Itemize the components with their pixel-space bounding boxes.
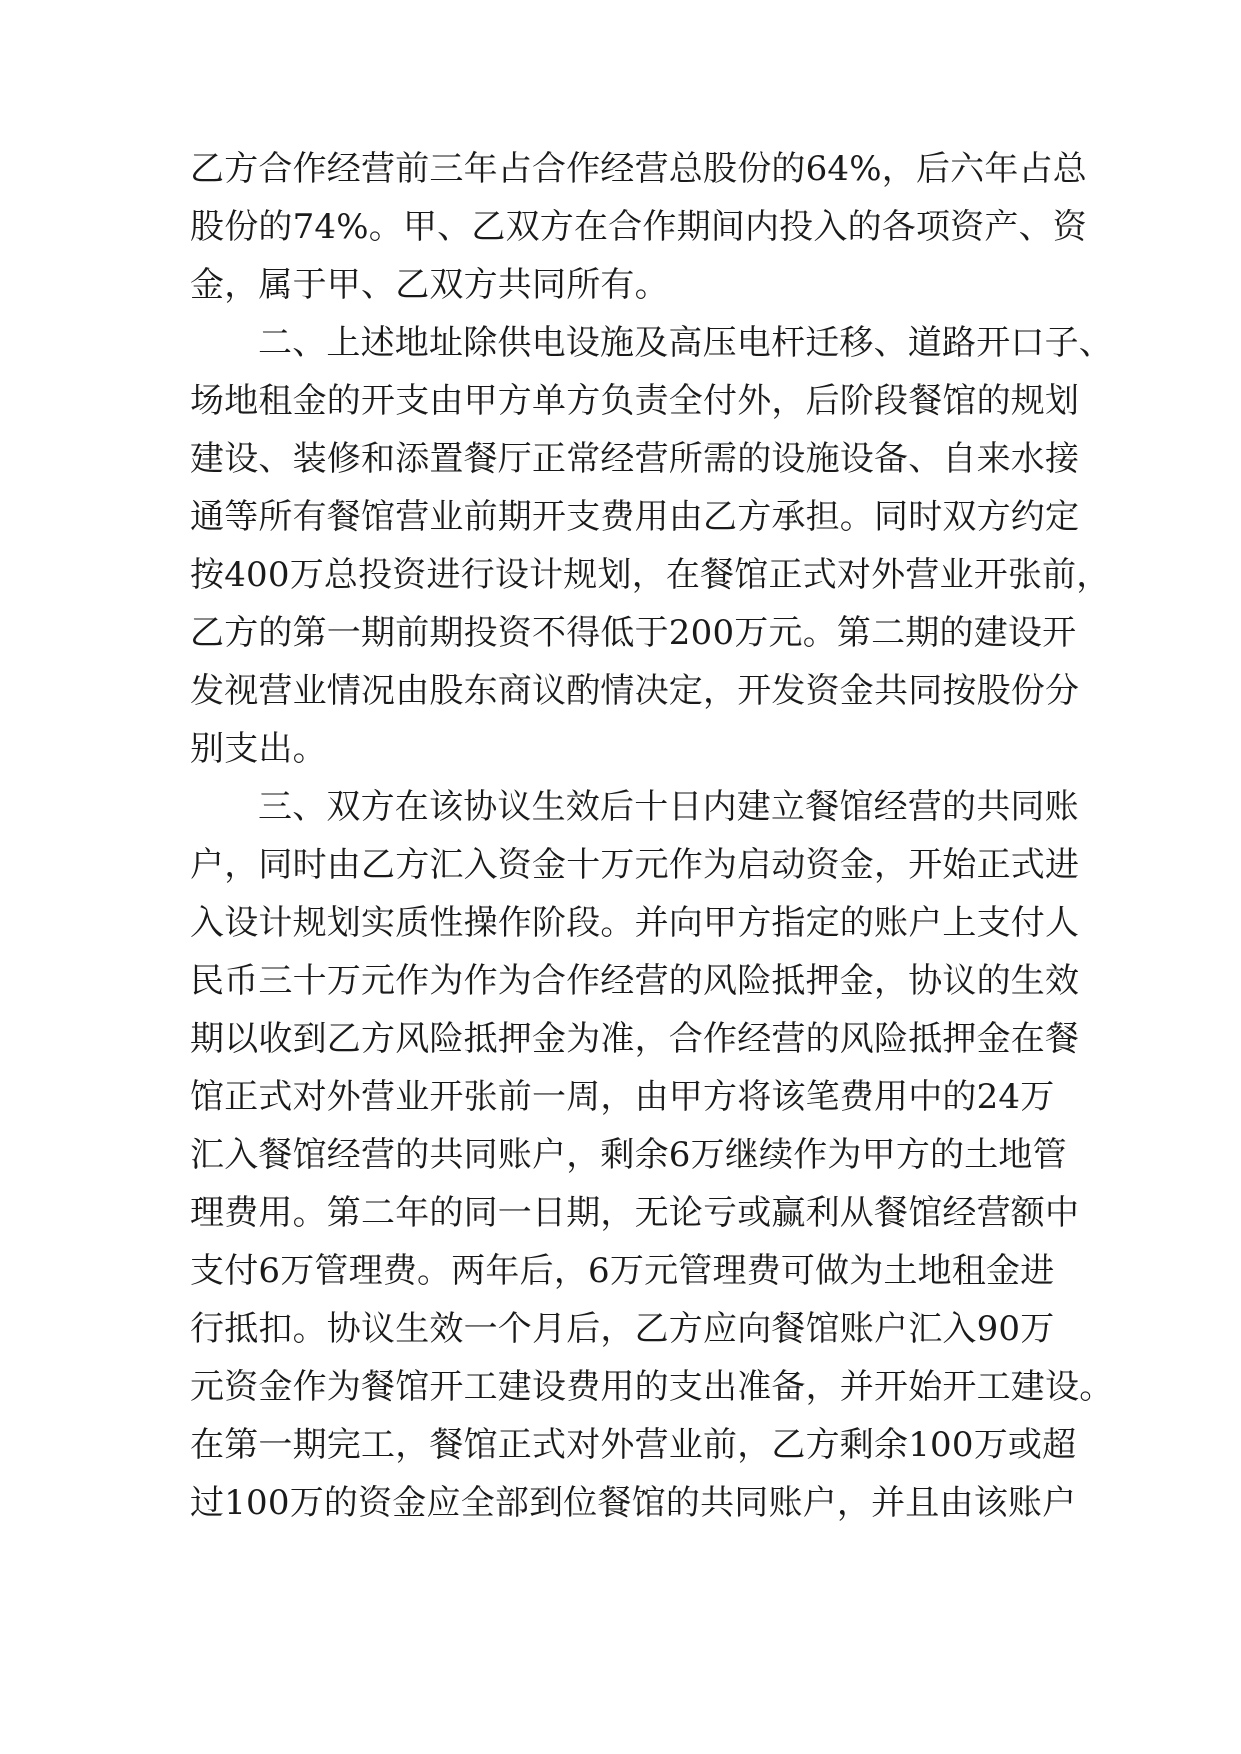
text-line: 户，同时由乙方汇入资金十万元作为启动资金，开始正式进	[190, 845, 1080, 885]
text-line: 场地租金的开支由甲方单方负责全付外，后阶段餐馆的规划	[190, 381, 1080, 421]
text-line: 别支出。	[190, 729, 327, 769]
text-line: 在第一期完工，餐馆正式对外营业前，乙方剩余100万或超	[190, 1425, 1077, 1465]
text-line: 汇入餐馆经营的共同账户，剩余6万继续作为甲方的土地管	[190, 1135, 1067, 1175]
text-line: 支付6万管理费。两年后，6万元管理费可做为土地租金进	[190, 1251, 1055, 1291]
text-line: 过100万的资金应全部到位餐馆的共同账户，并且由该账户	[190, 1483, 1077, 1523]
text-line: 期以收到乙方风险抵押金为准，合作经营的风险抵押金在餐	[190, 1019, 1080, 1059]
text-line: 发视营业情况由股东商议酌情决定，开发资金共同按股份分	[190, 671, 1080, 711]
text-line: 乙方的第一期前期投资不得低于200万元。第二期的建设开	[190, 613, 1077, 653]
text-line: 民币三十万元作为作为合作经营的风险抵押金，协议的生效	[190, 961, 1080, 1001]
text-line: 入设计规划实质性操作阶段。并向甲方指定的账户上支付人	[190, 903, 1080, 943]
text-line: 股份的74%。甲、乙双方在合作期间内投入的各项资产、资	[190, 207, 1087, 247]
text-line: 按400万总投资进行设计规划，在餐馆正式对外营业开张前，	[190, 555, 1111, 595]
text-line: 三、双方在该协议生效后十日内建立餐馆经营的共同账	[258, 787, 1079, 827]
text-line: 行抵扣。协议生效一个月后，乙方应向餐馆账户汇入90万	[190, 1309, 1055, 1349]
text-line: 金，属于甲、乙双方共同所有。	[190, 265, 669, 305]
text-line: 馆正式对外营业开张前一周，由甲方将该笔费用中的24万	[190, 1077, 1055, 1117]
text-line: 理费用。第二年的同一日期，无论亏或赢利从餐馆经营额中	[190, 1193, 1080, 1233]
text-line: 元资金作为餐馆开工建设费用的支出准备，并开始开工建设。	[190, 1367, 1114, 1407]
text-line: 通等所有餐馆营业前期开支费用由乙方承担。同时双方约定	[190, 497, 1080, 537]
text-line: 建设、装修和添置餐厅正常经营所需的设施设备、自来水接	[190, 439, 1080, 479]
text-line: 二、上述地址除供电设施及高压电杆迁移、道路开口子、	[258, 323, 1113, 363]
text-line: 乙方合作经营前三年占合作经营总股份的64%，后六年占总	[190, 149, 1087, 189]
